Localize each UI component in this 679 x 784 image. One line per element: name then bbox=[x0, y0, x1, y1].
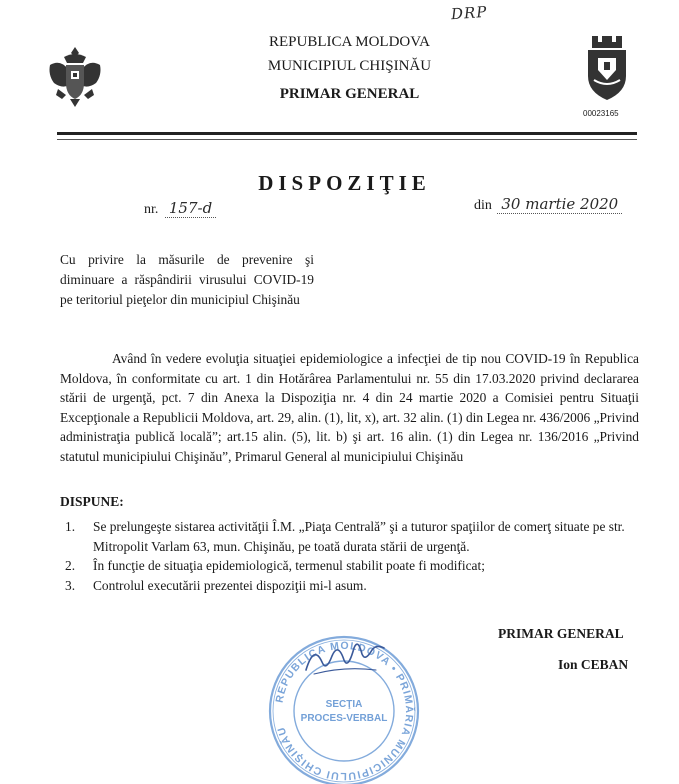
header-country: REPUBLICA MOLDOVA bbox=[269, 34, 430, 50]
list-item bbox=[60, 556, 639, 576]
header-municipality: MUNICIPIUL CHIŞINĂU bbox=[267, 58, 432, 74]
list-item-number: 2. bbox=[65, 558, 76, 573]
handwritten-signature bbox=[300, 640, 390, 680]
header-office: PRIMAR GENERAL bbox=[279, 86, 420, 102]
document-date bbox=[474, 195, 622, 214]
header-divider-thick bbox=[57, 132, 637, 135]
document-subject: Cu privire la măsurile de prevenire şi diminuare a răspândirii virusului COVID-19 pe teritoriul pieţelor din municipiul Chişinău bbox=[60, 252, 314, 307]
handwritten-annotation: DRP bbox=[450, 2, 489, 24]
document-number bbox=[144, 199, 216, 218]
document-preamble: Având în vedere evoluţia situaţiei epidemiologice a infecţiei de tip nou COVID-19 în Republica Moldova, în conformitate cu art. 1 din Hotărârea Parlamentului nr. 55 din 17.03.2020 privind declararea stării de urgenţă, pct. 7 din Anexa la Dispoziţia nr. 4 din 24 martie 2020 a Comisiei pentru Situaţii Excepţionale a Republicii Moldova, art. 29, alin. (1), lit, x), art. 32 alin. (1) din Legea nr. 436/2006 „Privind administraţia publică locală”; art.15 alin. (5), lit. b) şi art. 16 alin. (1) din Legea nr. 136/2016 „Privind statutul municipiului Chişinău”, Primarul General al municipiului Chişinău bbox=[60, 351, 639, 464]
list-item-text: Se prelungeşte sistarea activităţii Î.M. „Piaţa Centrală” şi a tuturor spaţiilor de comerţ situate pe str. Mitropolit Varlam 63, mun. Chişinău, pe toată durata stării de urgenţă. bbox=[93, 519, 625, 554]
list-item-text: În funcţie de situaţia epidemiologică, termenul stabilit poate fi modificat; bbox=[93, 558, 485, 573]
signatory-title: PRIMAR GENERAL bbox=[498, 626, 624, 641]
decision-list bbox=[60, 517, 639, 595]
dispune-heading: DISPUNE: bbox=[60, 494, 124, 509]
signatory-name: Ion CEBAN bbox=[558, 657, 629, 672]
stamp-ring-text: REPUBLICA MOLDOVA • PRIMĂRIA MUNICIPIULUI CHIŞINĂU bbox=[273, 639, 416, 783]
stamp-center-line2: PROCES-VERBAL bbox=[300, 713, 388, 724]
number-label: nr. bbox=[144, 202, 159, 217]
list-item-text: Controlul executării prezentei dispoziţii mi-l asum. bbox=[93, 577, 367, 593]
list-item bbox=[60, 576, 639, 596]
list-item-number: 1. bbox=[65, 519, 76, 534]
stamp-center-line1: SECŢIA bbox=[325, 699, 363, 710]
list-item-number: 3. bbox=[65, 577, 76, 593]
document-title: DISPOZIŢIE bbox=[258, 171, 431, 195]
date-value: 30 martie 2020 bbox=[497, 195, 622, 214]
document-serial-number: 00023165 bbox=[583, 109, 619, 118]
date-label: din bbox=[474, 198, 492, 213]
list-item bbox=[60, 517, 639, 556]
header-divider-thin bbox=[57, 139, 637, 140]
number-value: 157-d bbox=[165, 199, 216, 218]
